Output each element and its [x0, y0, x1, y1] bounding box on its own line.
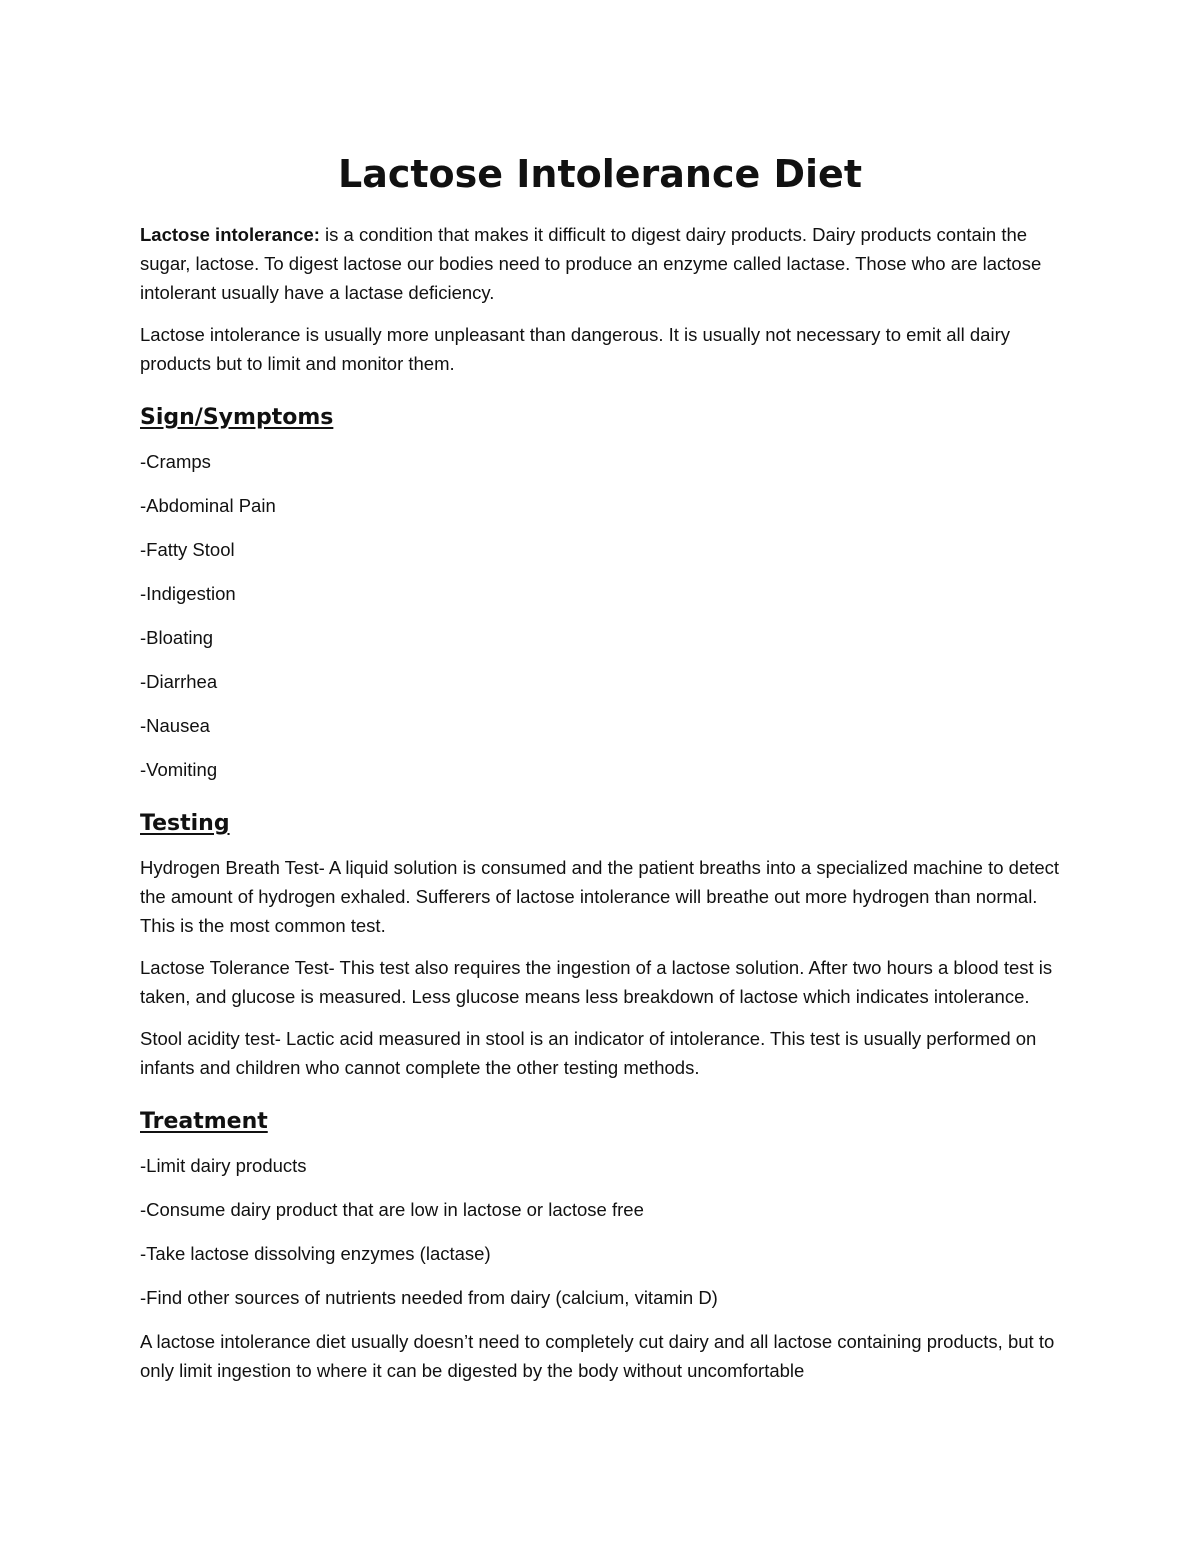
treatment-item: -Take lactose dissolving enzymes (lactase): [140, 1243, 491, 1264]
testing-heading: Testing: [140, 811, 230, 836]
symptom-item: -Nausea: [140, 715, 210, 736]
symptom-item: -Vomiting: [140, 759, 218, 780]
treatment-item: -Consume dairy product that are low in lactose or lactose free: [140, 1199, 644, 1220]
treatment-list: [140, 1151, 1060, 1312]
symptoms-heading: Sign/Symptoms: [140, 405, 334, 430]
intro-second-paragraph: Lactose intolerance is usually more unpleasant than dangerous. It is usually not necessary to emit all dairy products but to limit and monitor them.: [140, 324, 1010, 374]
treatment-closing-paragraph: A lactose intolerance diet usually doesn’t need to completely cut dairy and all lactose containing products, but to only limit ingestion to where it can be digested by the body without uncomfortable: [140, 1331, 1055, 1381]
symptom-item: -Abdominal Pain: [140, 495, 276, 516]
symptom-item: -Cramps: [140, 451, 211, 472]
testing-paragraph-hydrogen-breath: Hydrogen Breath Test- A liquid solution is consumed and the patient breaths into a specialized machine to detect the amount of hydrogen exhaled. Sufferers of lactose intolerance will breathe out more hydrogen than normal. This is the most common test.: [140, 857, 1060, 936]
symptom-item: -Diarrhea: [140, 671, 218, 692]
document-body: [140, 148, 1060, 1398]
symptom-item: -Indigestion: [140, 583, 236, 604]
treatment-item: -Find other sources of nutrients needed from dairy (calcium, vitamin D): [140, 1287, 718, 1308]
symptom-item: -Fatty Stool: [140, 539, 235, 560]
intro-term: Lactose intolerance:: [140, 224, 320, 245]
treatment-heading: Treatment: [140, 1109, 268, 1134]
symptom-item: -Bloating: [140, 627, 214, 648]
testing-paragraph-lactose-tolerance: Lactose Tolerance Test- This test also requires the ingestion of a lactose solution. After two hours a blood test is taken, and glucose is measured. Less glucose means less breakdown of lactose which indicates intolerance.: [140, 957, 1053, 1007]
treatment-item: -Limit dairy products: [140, 1155, 307, 1176]
symptoms-list: [140, 447, 1060, 784]
intro-paragraph: [140, 220, 1060, 307]
document-title: Lactose Intolerance Diet: [337, 152, 862, 196]
intro-definition: is a condition that makes it difficult to digest dairy products. Dairy products contain the sugar, lactose. To digest lactose our bodies need to produce an enzyme called lactase. Those who are lactose intolerant usually have a lactase deficiency.: [140, 224, 1042, 303]
testing-paragraph-stool-acidity: Stool acidity test- Lactic acid measured in stool is an indicator of intolerance. This test is usually performed on infants and children who cannot complete the other testing methods.: [140, 1028, 1037, 1078]
